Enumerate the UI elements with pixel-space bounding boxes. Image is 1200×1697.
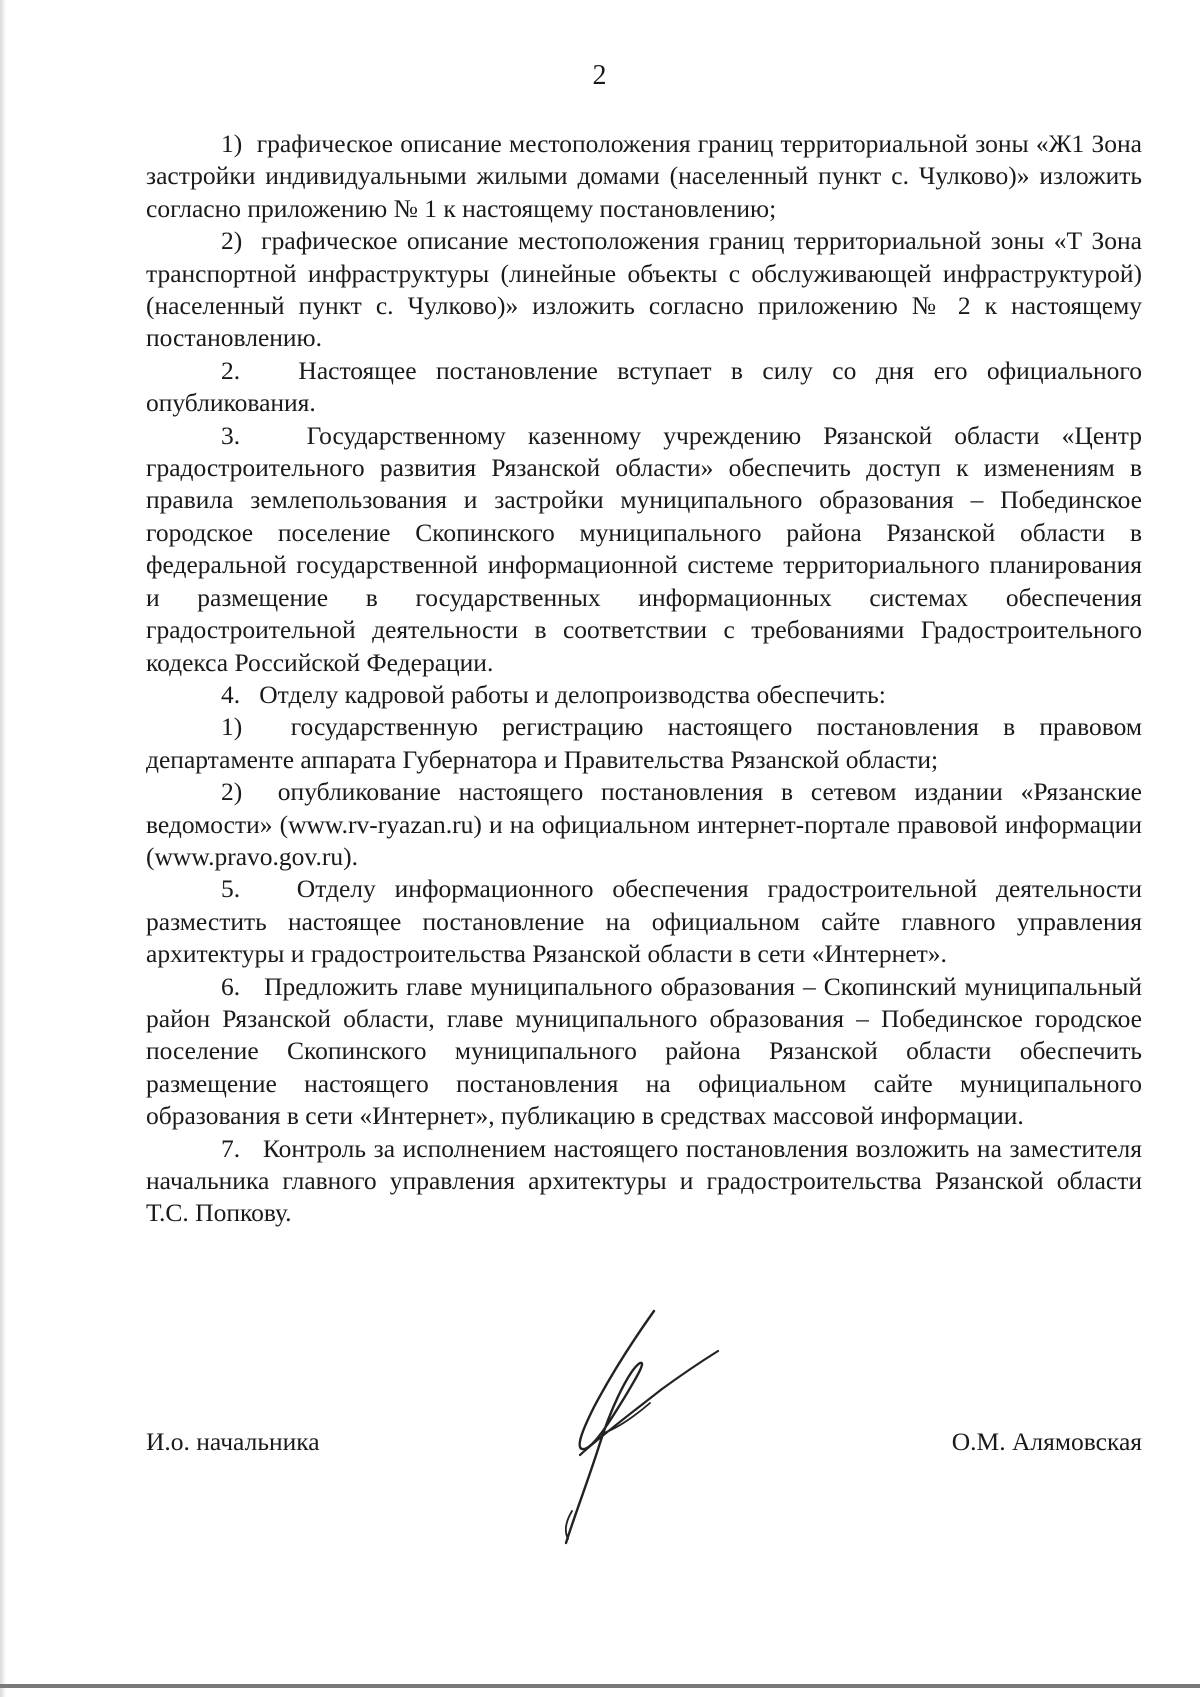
scan-left-edge bbox=[0, 0, 6, 1697]
signatory-name: О.М. Алямовская bbox=[951, 1427, 1142, 1456]
handwritten-signature bbox=[542, 1303, 742, 1549]
paragraph-3: 3. Государственному казенному учреждению Рязанской области «Центр градостроительного развития Рязанской области» обеспечить доступ к изменениям в правила землепользования и застройки муниципального образования – Побединское городское поселение Скопинского муниципального района Рязанской области в федеральной государственной информационной системе территориального планирования и размещение в государственных информационных системах обеспечения градостроительной деятельности в соответствии с требованиями Градостроительного кодекса Российской Федерации. bbox=[146, 420, 1142, 677]
paragraph-5: 5. Отделу информационного обеспечения градостроительной деятельности разместить настоящее постановление на официальном сайте главного управления архитектуры и градостроительства Рязанской области в сети «Интернет». bbox=[146, 874, 1142, 969]
signature-block bbox=[146, 1415, 1142, 1565]
scan-bottom-edge bbox=[0, 1684, 1200, 1688]
paragraph-4: 4. Отделу кадровой работы и делопроизводства обеспечить: bbox=[221, 679, 886, 709]
paragraph-4-2: 2) опубликование настоящего постановления в сетевом издании «Рязанские ведомости» (www.rv-ryazan.ru) и на официальном интернет-портале правовой информации (www.pravo.gov.ru). bbox=[146, 777, 1142, 871]
signatory-position: И.о. начальника bbox=[146, 1427, 320, 1456]
paragraph-4-1: 1) государственную регистрацию настоящего постановления в правовом департаменте аппарата Губернатора и Правительства Рязанской области; bbox=[146, 712, 1142, 774]
paragraph-1-2: 2) графическое описание местоположения границ территориальной зоны «Т Зона транспортной инфраструктуры (линейные объекты с обслуживающей инфраструктурой) (населенный пункт с. Чулково)» изложить согласно приложению № 2 к настоящему постановлению. bbox=[146, 226, 1142, 353]
document-body bbox=[146, 128, 1142, 1230]
paragraph-7: 7. Контроль за исполнением настоящего постановления возложить на заместителя начальника главного управления архитектуры и градостроительства Рязанской области Т.С. Попкову. bbox=[146, 1133, 1142, 1228]
page-number: 2 bbox=[592, 60, 608, 91]
paragraph-6: 6. Предложить главе муниципального образования – Скопинский муниципальный район Рязанской области, главе муниципального образования – Побединское городское поселение Скопинского муниципального района Рязанской области обеспечить размещение настоящего постановления на официальном сайте муниципального образования в сети «Интернет», публикацию в средствах массовой информации. bbox=[146, 971, 1142, 1131]
paragraph-2: 2. Настоящее постановление вступает в силу со дня его официального опубликования. bbox=[146, 355, 1142, 418]
paragraph-1-1: 1) графическое описание местоположения границ территориальной зоны «Ж1 Зона застройки индивидуальными жилыми домами (населенный пункт с. Чулково)» изложить согласно приложению № 1 к настоящему постановлению; bbox=[146, 129, 1142, 223]
